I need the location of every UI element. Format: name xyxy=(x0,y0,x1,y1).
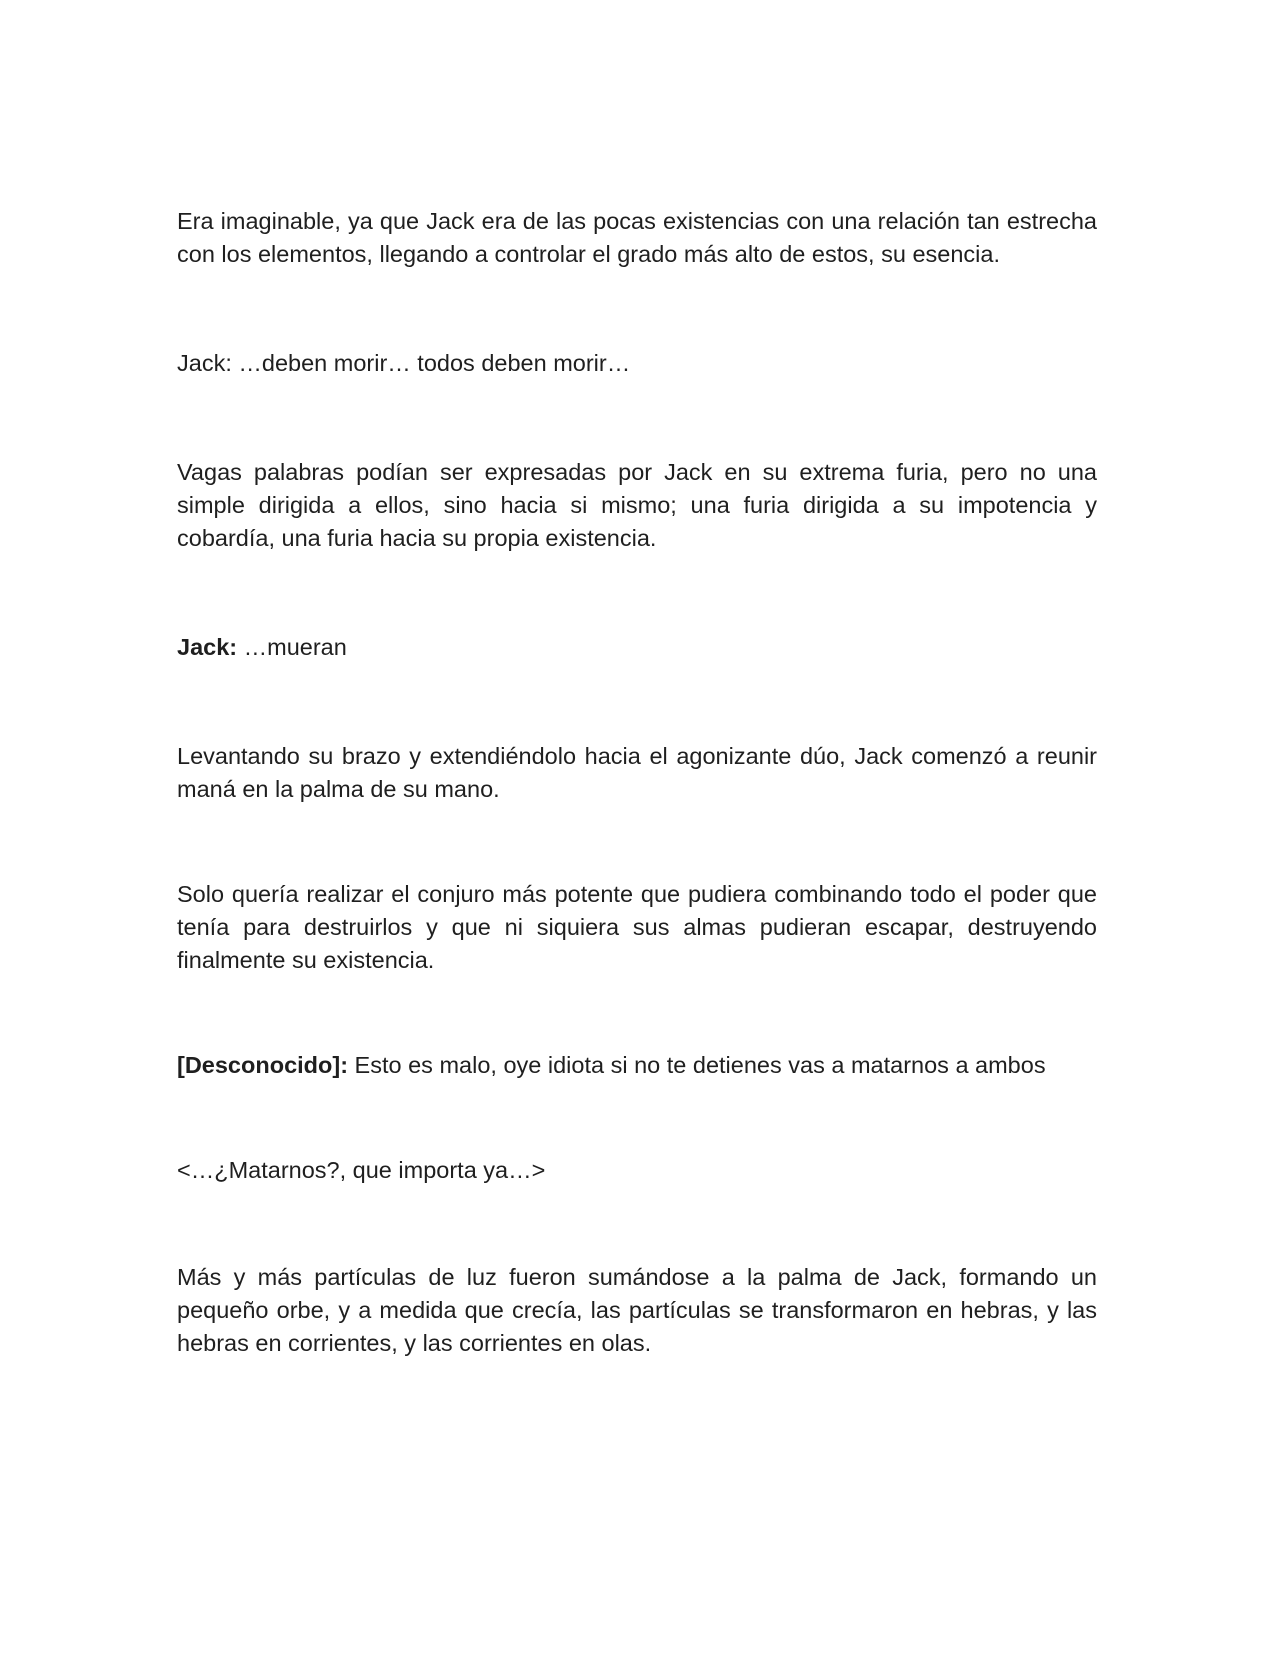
paragraph-spacer xyxy=(177,1187,1097,1261)
paragraph-spacer xyxy=(177,555,1097,631)
paragraph-dialogue-unknown xyxy=(177,1049,1097,1082)
paragraph-spacer xyxy=(177,271,1097,347)
paragraph-narration-2 xyxy=(177,456,1097,555)
paragraph-text: Vagas palabras podían ser expresadas por Jack en su extrema furia, pero no una simple dirigida a ellos, sino hacia si mismo; una furia dirigida a su impotencia y cobardía, una furia hacia su propia existencia. xyxy=(177,459,1097,551)
paragraph-text: …mueran xyxy=(237,634,347,660)
paragraph-thought xyxy=(177,1154,1097,1187)
paragraph-narration-1 xyxy=(177,205,1097,271)
speaker-label: [Desconocido]: xyxy=(177,1052,349,1078)
paragraph-spacer xyxy=(177,806,1097,878)
paragraph-narration-4 xyxy=(177,878,1097,977)
paragraph-spacer xyxy=(177,977,1097,1049)
paragraph-narration-3 xyxy=(177,740,1097,806)
paragraph-text: Más y más partículas de luz fueron sumándose a la palma de Jack, formando un pequeño orbe, y a medida que crecía, las partículas se transformaron en hebras, y las hebras en corrientes, y las corrientes en olas. xyxy=(177,1264,1097,1356)
speaker-label: Jack: xyxy=(177,634,238,660)
paragraph-spacer xyxy=(177,664,1097,740)
paragraph-dialogue-jack-2 xyxy=(177,631,1097,664)
paragraph-text: Era imaginable, ya que Jack era de las pocas existencias con una relación tan estrecha con los elementos, llegando a controlar el grado más alto de estos, su esencia. xyxy=(177,208,1097,267)
document-body xyxy=(177,205,1097,1360)
paragraph-spacer xyxy=(177,380,1097,456)
paragraph-text: Solo quería realizar el conjuro más potente que pudiera combinando todo el poder que tenía para destruirlos y que ni siquiera sus almas pudieran escapar, destruyendo finalmente su existencia. xyxy=(177,881,1097,973)
paragraph-narration-5 xyxy=(177,1261,1097,1360)
paragraph-dialogue-jack-1 xyxy=(177,347,1097,380)
paragraph-text: Jack: …deben morir… todos deben morir… xyxy=(177,350,631,376)
paragraph-text: <…¿Matarnos?, que importa ya…> xyxy=(177,1157,546,1183)
paragraph-text: Levantando su brazo y extendiéndolo hacia el agonizante dúo, Jack comenzó a reunir maná en la palma de su mano. xyxy=(177,743,1097,802)
paragraph-spacer xyxy=(177,1082,1097,1154)
paragraph-text: Esto es malo, oye idiota si no te detienes vas a matarnos a ambos xyxy=(348,1052,1046,1078)
